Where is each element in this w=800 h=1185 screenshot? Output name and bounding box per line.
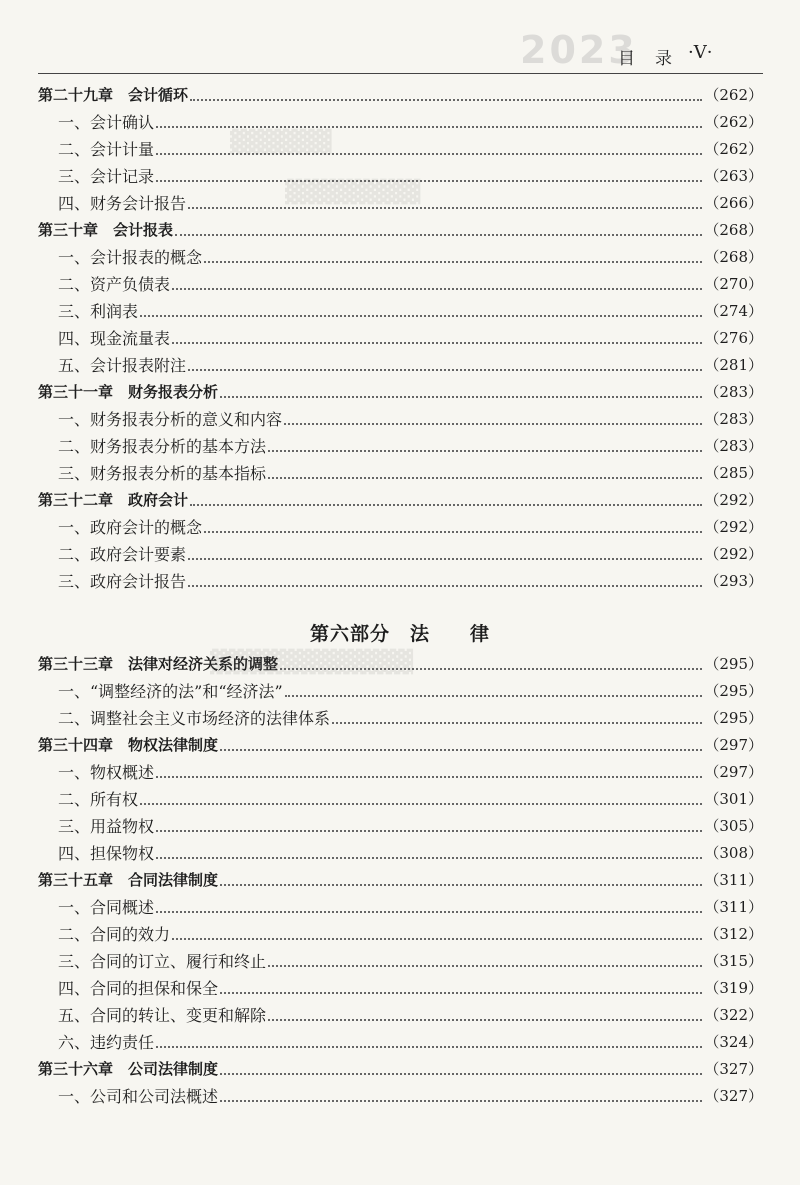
toc-page-number: （292）: [704, 491, 763, 509]
toc-section-row: [38, 759, 763, 786]
toc-entry-title: 一、物权概述: [58, 762, 155, 782]
toc-page-number: （295）: [704, 682, 763, 700]
toc-section-row: [38, 948, 763, 975]
dot-leader: [172, 937, 702, 940]
toc-page-number: （308）: [704, 844, 763, 862]
toc-section-row: [38, 921, 763, 948]
toc-entry-title: 三、利润表: [58, 301, 139, 321]
toc-page-number: （315）: [704, 952, 763, 970]
toc-page-number: （262）: [704, 140, 763, 158]
toc-entry-title: 一、公司和公司法概述: [58, 1086, 219, 1106]
toc-entry-title: 一、会计确认: [58, 112, 155, 132]
table-of-contents-section-2: [38, 651, 763, 1110]
toc-page-number: （327）: [704, 1060, 763, 1078]
toc-section-row: [38, 541, 763, 568]
dot-leader: [268, 449, 702, 452]
toc-page-number: （283）: [704, 437, 763, 455]
dot-leader: [285, 694, 703, 697]
toc-page-number: （262）: [704, 113, 763, 131]
toc-page-number: （263）: [704, 167, 763, 185]
toc-section-row: [38, 514, 763, 541]
toc-entry-title: 五、会计报表附注: [58, 355, 187, 375]
dot-leader: [220, 883, 702, 886]
toc-page-number: （312）: [704, 925, 763, 943]
toc-entry-title: 四、担保物权: [58, 843, 155, 863]
show-through-text: ▓▓▓▓▓▓▓▓▓▓▓▓: [210, 650, 414, 675]
toc-section-row: [38, 678, 763, 705]
toc-entry-title: 第三十二章 政府会计: [38, 491, 189, 509]
toc-entry-title: 第三十五章 合同法律制度: [38, 871, 219, 889]
dot-leader: [156, 910, 702, 913]
dot-leader: [140, 802, 702, 805]
toc-entry-title: 三、政府会计报告: [58, 571, 187, 591]
toc-page-number: （305）: [704, 817, 763, 835]
toc-section-row: [38, 352, 763, 379]
dot-leader: [220, 748, 702, 751]
toc-entry-title: 二、财务报表分析的基本方法: [58, 436, 267, 456]
toc-page-number: （327）: [704, 1087, 763, 1105]
toc-entry-title: 四、财务会计报告: [58, 193, 187, 213]
dot-leader: [268, 1018, 702, 1021]
toc-page-number: （268）: [704, 221, 763, 239]
toc-chapter-row: [38, 1056, 763, 1083]
toc-entry-title: 一、会计报表的概念: [58, 247, 203, 267]
toc-section-row: [38, 109, 763, 136]
toc-entry-title: 三、财务报表分析的基本指标: [58, 463, 267, 483]
toc-section-row: [38, 325, 763, 352]
dot-leader: [268, 964, 702, 967]
toc-section-row: [38, 271, 763, 298]
toc-chapter-row: [38, 732, 763, 759]
toc-page-number: （285）: [704, 464, 763, 482]
dot-leader: [188, 557, 702, 560]
year-watermark: 2023: [520, 28, 638, 72]
running-head-title: 目录: [618, 49, 692, 69]
dot-leader: [156, 829, 702, 832]
toc-entry-title: 二、政府会计要素: [58, 544, 187, 564]
toc-page-number: （297）: [704, 736, 763, 754]
table-of-contents-section-1: [38, 82, 763, 595]
toc-page-number: （311）: [704, 898, 763, 916]
dot-leader: [188, 206, 702, 209]
dot-leader: [204, 530, 702, 533]
toc-section-row: [38, 1002, 763, 1029]
toc-entry-title: 第三十章 会计报表: [38, 221, 174, 239]
dot-leader: [220, 1072, 702, 1075]
toc-entry-title: 一、政府会计的概念: [58, 517, 203, 537]
toc-entry-title: 第三十六章 公司法律制度: [38, 1060, 219, 1078]
dot-leader: [204, 260, 702, 263]
dot-leader: [156, 152, 702, 155]
dot-leader: [156, 775, 702, 778]
dot-leader: [220, 395, 702, 398]
toc-entry-title: 四、合同的担保和保全: [58, 978, 219, 998]
toc-section-row: [38, 894, 763, 921]
dot-leader: [156, 125, 702, 128]
toc-section-row: [38, 1029, 763, 1056]
dot-leader: [156, 179, 702, 182]
toc-entry-title: 二、会计计量: [58, 139, 155, 159]
toc-section-row: [38, 298, 763, 325]
toc-page-number: （319）: [704, 979, 763, 997]
toc-entry-title: 三、会计记录: [58, 166, 155, 186]
dot-leader: [280, 667, 702, 670]
dot-leader: [332, 721, 702, 724]
toc-entry-title: 第三十一章 财务报表分析: [38, 383, 219, 401]
toc-section-row: [38, 813, 763, 840]
toc-page-number: （268）: [704, 248, 763, 266]
toc-page-number: （266）: [704, 194, 763, 212]
toc-chapter-row: [38, 487, 763, 514]
toc-section-row: [38, 163, 763, 190]
toc-entry-title: 六、违约责任: [58, 1032, 155, 1052]
toc-section-row: [38, 460, 763, 487]
header-divider: [38, 73, 763, 74]
toc-page-number: （322）: [704, 1006, 763, 1024]
toc-page-number: （324）: [704, 1033, 763, 1051]
toc-chapter-row: [38, 867, 763, 894]
toc-page-number: （270）: [704, 275, 763, 293]
toc-page-number: （295）: [704, 655, 763, 673]
toc-page-number: （276）: [704, 329, 763, 347]
toc-section-row: [38, 705, 763, 732]
dot-leader: [268, 476, 702, 479]
dot-leader: [172, 287, 702, 290]
toc-section-row: [38, 244, 763, 271]
toc-entry-title: 四、现金流量表: [58, 328, 171, 348]
toc-page-number: （297）: [704, 763, 763, 781]
toc-entry-title: 二、资产负债表: [58, 274, 171, 294]
dot-leader: [188, 584, 702, 587]
toc-entry-title: 二、调整社会主义市场经济的法律体系: [58, 708, 331, 728]
dot-leader: [156, 856, 702, 859]
dot-leader: [172, 341, 702, 344]
toc-section-row: [38, 136, 763, 163]
dot-leader: [175, 233, 702, 236]
toc-entry-title: 一、财务报表分析的意义和内容: [58, 409, 283, 429]
dot-leader: [156, 1045, 702, 1048]
dot-leader: [284, 422, 702, 425]
dot-leader: [190, 503, 702, 506]
dot-leader: [220, 991, 702, 994]
toc-section-row: [38, 568, 763, 595]
toc-entry-title: 一、合同概述: [58, 897, 155, 917]
toc-chapter-row: [38, 217, 763, 244]
toc-entry-title: 三、合同的订立、履行和终止: [58, 951, 267, 971]
toc-section-row: [38, 975, 763, 1002]
show-through-text: ▓▓▓▓▓▓: [230, 130, 332, 155]
show-through-text: ▓▓▓▓▓▓▓▓: [285, 180, 421, 205]
dot-leader: [220, 1099, 702, 1102]
toc-section-row: [38, 786, 763, 813]
toc-page-number: （301）: [704, 790, 763, 808]
toc-page-number: （292）: [704, 545, 763, 563]
dot-leader: [190, 98, 702, 101]
toc-entry-title: 二、合同的效力: [58, 924, 171, 944]
toc-page-number: （281）: [704, 356, 763, 374]
toc-page-number: （262）: [704, 86, 763, 104]
toc-entry-title: 五、合同的转让、变更和解除: [58, 1005, 267, 1025]
toc-section-row: [38, 190, 763, 217]
toc-section-row: [38, 406, 763, 433]
toc-page-number: （283）: [704, 410, 763, 428]
toc-entry-title: 第三十四章 物权法律制度: [38, 736, 219, 754]
toc-entry-title: 三、用益物权: [58, 816, 155, 836]
running-head-page-number: ·V·: [688, 42, 713, 63]
toc-entry-title: 第二十九章 会计循环: [38, 86, 189, 104]
toc-page-number: （274）: [704, 302, 763, 320]
toc-page-number: （292）: [704, 518, 763, 536]
toc-entry-title: 第三十三章 法律对经济关系的调整: [38, 655, 279, 673]
toc-page-number: （283）: [704, 383, 763, 401]
toc-page-number: （311）: [704, 871, 763, 889]
toc-section-row: [38, 433, 763, 460]
toc-page-number: （295）: [704, 709, 763, 727]
dot-leader: [188, 368, 702, 371]
toc-page-number: （293）: [704, 572, 763, 590]
toc-section-row: [38, 1083, 763, 1110]
toc-entry-title: 二、所有权: [58, 789, 139, 809]
toc-chapter-row: [38, 651, 763, 678]
toc-chapter-row: [38, 82, 763, 109]
toc-entry-title: 一、“调整经济的法”和“经济法”: [58, 681, 283, 701]
toc-section-row: [38, 840, 763, 867]
part-title: 第六部分 法 律: [309, 623, 490, 645]
dot-leader: [140, 314, 702, 317]
toc-chapter-row: [38, 379, 763, 406]
